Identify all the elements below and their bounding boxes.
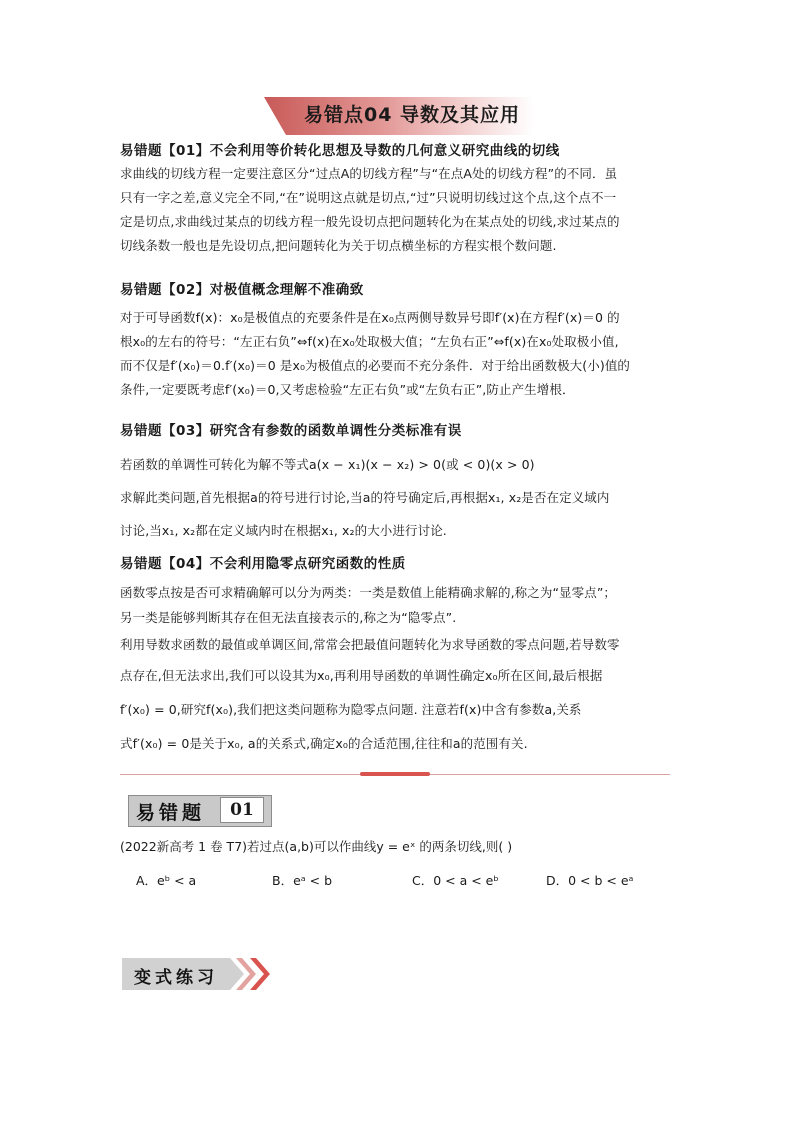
- page-title: 易错点04 导数及其应用: [304, 104, 521, 126]
- option-a[interactable]: A．eᵇ < a: [136, 873, 197, 888]
- option-c[interactable]: C．0 < a < eᵇ: [412, 873, 499, 888]
- text-line: 求曲线的切线方程一定要注意区分“过点A的切线方程”与“在点A处的切线方程”的不同．虽: [120, 166, 618, 181]
- title-banner: [264, 97, 534, 135]
- section-heading-04: 易错题【04】不会利用隐零点研究函数的性质: [120, 556, 406, 572]
- section-heading-02: 易错题【02】对极值概念理解不准确致: [120, 282, 364, 298]
- section-body-02: [120, 306, 676, 402]
- question-tag-label: 易错题: [136, 802, 206, 824]
- text-line: 条件,一定要既考虑f′(x₀)＝0,又考虑检验“左正右负”或“左负右正”,防止产生增根．: [120, 382, 575, 397]
- question-stem: (2022新高考 1 卷 T7)若过点(a,b)可以作曲线y = eˣ 的两条切线,则( ): [120, 839, 513, 854]
- text-line: 利用导数求函数的最值或单调区间,常常会把最值问题转化为求导函数的零点问题,若导数零: [120, 637, 620, 652]
- question-tag-number: 01: [220, 797, 264, 823]
- text-line: 只有一字之差,意义完全不同,“在”说明这点就是切点,“过”只说明切线过这个点,这个点不一: [120, 190, 617, 205]
- divider-accent: [360, 772, 430, 776]
- text-line: 另一类是能够判断其存在但无法直接表示的,称之为“隐零点”.: [120, 610, 457, 625]
- section-heading-03: 易错题【03】研究含有参数的函数单调性分类标准有误: [120, 423, 462, 439]
- section-body-01: [120, 162, 676, 258]
- variant-practice-label: 变式练习: [134, 968, 218, 988]
- variant-practice-tag: [122, 958, 270, 990]
- text-line: 求解此类问题,首先根据a的符号进行讨论,当a的符号确定后,再根据x₁, x₂是否在定义域内: [120, 490, 610, 505]
- text-line: 点存在,但无法求出,我们可以设其为x₀,再利用导函数的单调性确定x₀所在区间,最后根据: [120, 668, 603, 683]
- text-line: 定是切点,求曲线过某点的切线方程一般先设切点把问题转化为在某点处的切线,求过某点的: [120, 214, 620, 229]
- text-line: 若函数的单调性可转化为解不等式a(x − x₁)(x − x₂) > 0(或 < 0)(x > 0): [120, 457, 535, 472]
- text-line: f′(x₀) = 0,研究f(x₀),我们把这类问题称为隐零点问题. 注意若f(x)中含有参数a,关系: [120, 702, 582, 717]
- text-line: 而不仅是f′(x₀)＝0.f′(x₀)＝0 是x₀为极值点的必要而不充分条件．对于给出函数极大(小)值的: [120, 358, 631, 373]
- option-d[interactable]: D．0 < b < eᵃ: [546, 873, 634, 888]
- section-body-04: [120, 580, 676, 756]
- option-b[interactable]: B．eᵃ < b: [272, 873, 333, 888]
- text-line: 函数零点按是否可求精确解可以分为两类：一类是数值上能精确求解的,称之为“显零点”；: [120, 585, 617, 600]
- text-line: 根x₀的左右的符号：“左正右负”⇔f(x)在x₀处取极大值；“左负右正”⇔f(x)在x₀处取极小值,: [120, 334, 619, 349]
- section-body-03: [120, 448, 676, 547]
- question-tag: [128, 795, 270, 825]
- text-line: 讨论,当x₁, x₂都在定义域内时在根据x₁, x₂的大小进行讨论.: [120, 523, 447, 538]
- text-line: 对于可导函数f(x)：x₀是极值点的充要条件是在x₀点两侧导数异号即f′(x)在方程f′(x)＝0 的: [120, 310, 620, 325]
- section-heading-01: 易错题【01】不会利用等价转化思想及导数的几何意义研究曲线的切线: [120, 143, 560, 159]
- text-line: 切线条数一般也是先设切点,把问题转化为关于切点横坐标的方程实根个数问题.: [120, 238, 557, 253]
- text-line: 式f′(x₀) = 0是关于x₀, a的关系式,确定x₀的合适范围,往往和a的范围有关.: [120, 736, 528, 751]
